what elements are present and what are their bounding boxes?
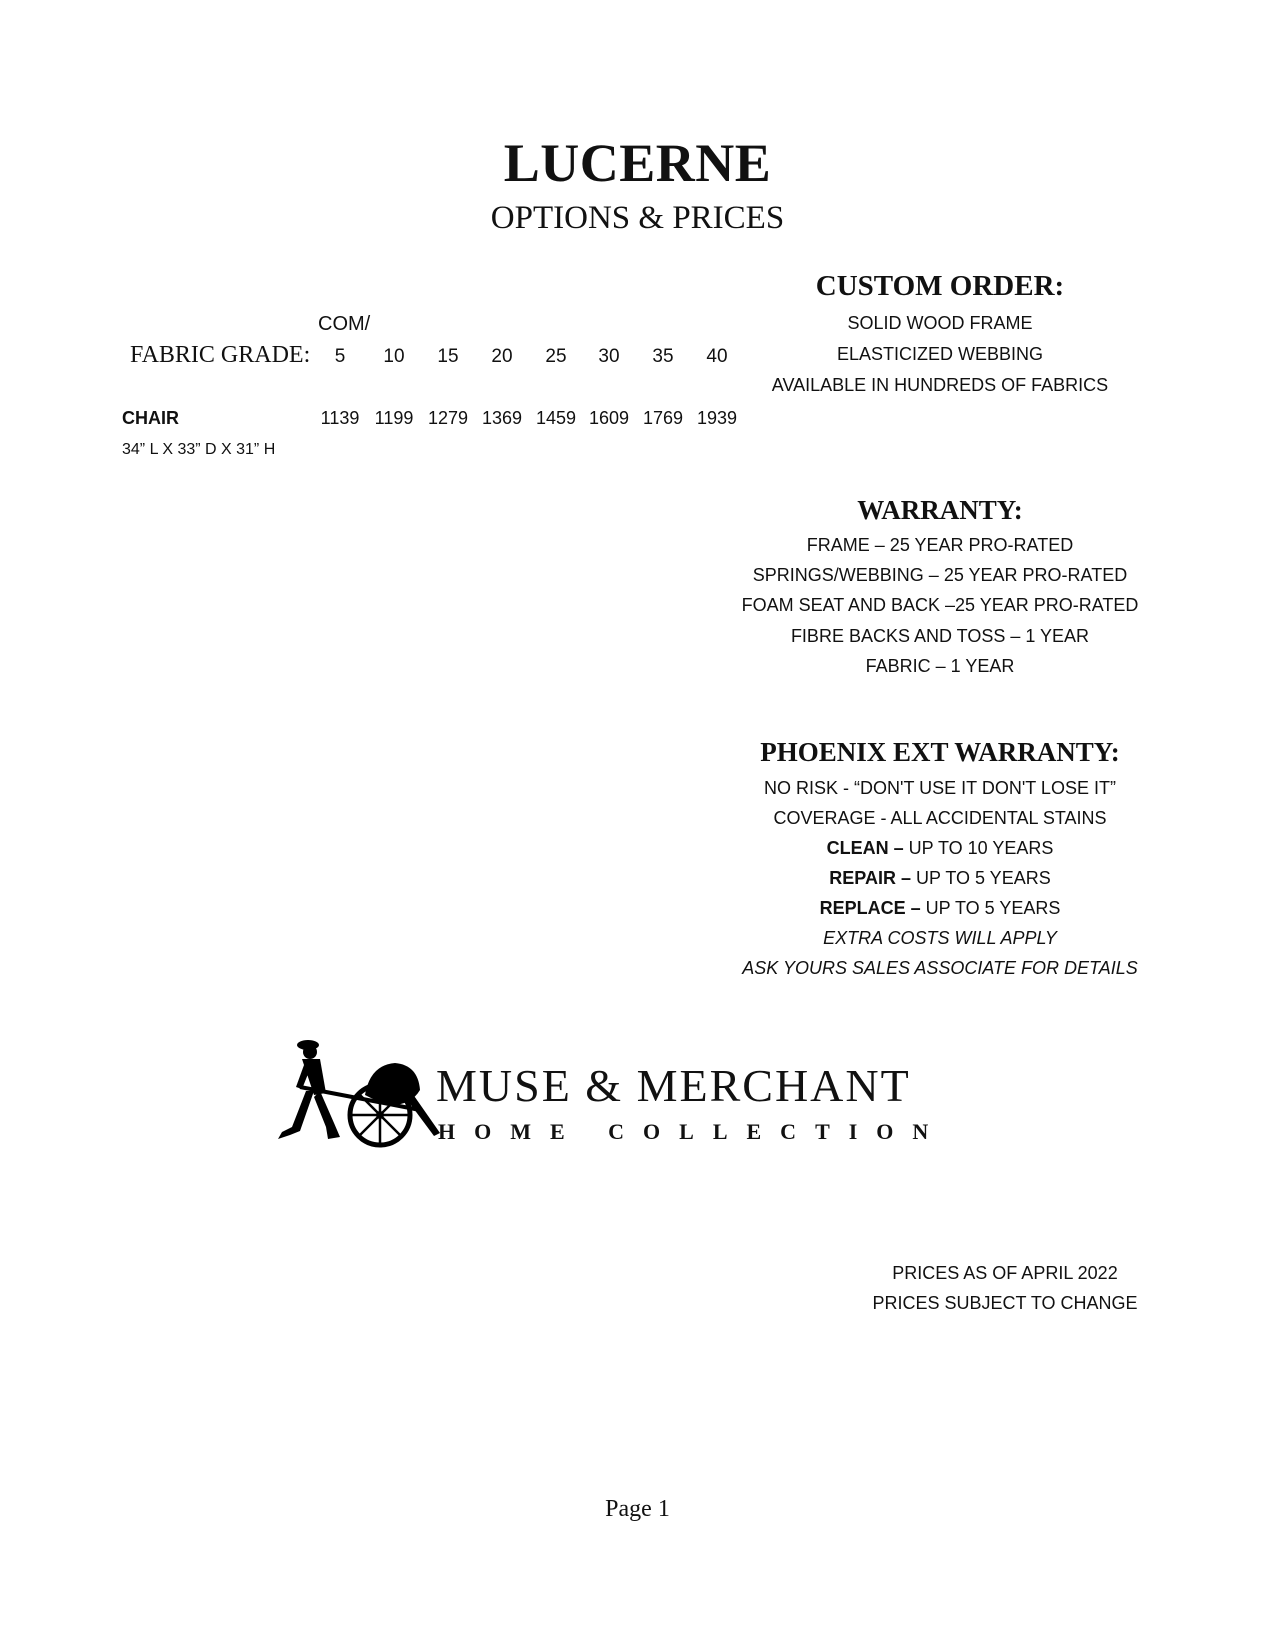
- phoenix-extra-costs: EXTRA COSTS WILL APPLY: [823, 928, 1057, 948]
- phoenix-clean-label: CLEAN –: [826, 838, 904, 858]
- grade-header: 25: [545, 346, 567, 367]
- phoenix-heading: PHOENIX EXT WARRANTY:: [760, 737, 1120, 767]
- warranty-line: FIBRE BACKS AND TOSS – 1 YEAR: [790, 626, 1090, 646]
- phoenix-clean: [735, 838, 1145, 859]
- phoenix-repair-value: UP TO 5 YEARS: [910, 868, 1051, 888]
- warranty-line: FABRIC – 1 YEAR: [865, 656, 1015, 676]
- chair-row-label: CHAIR: [122, 408, 179, 428]
- fabric-grade-label: FABRIC GRADE:: [130, 342, 311, 368]
- phoenix-replace-label: REPLACE –: [819, 898, 921, 918]
- custom-order-line: AVAILABLE IN HUNDREDS OF FABRICS: [771, 375, 1109, 395]
- chair-price: 1769: [642, 408, 684, 428]
- phoenix-repair: [735, 868, 1145, 889]
- document-title: LUCERNE: [503, 133, 772, 193]
- phoenix-replace-value: UP TO 5 YEARS: [920, 898, 1061, 918]
- warranty-line: FRAME – 25 YEAR PRO-RATED: [806, 535, 1074, 555]
- custom-order-line: SOLID WOOD FRAME: [847, 313, 1033, 333]
- chair-dimensions: 34” L X 33” D X 31” H: [122, 441, 276, 458]
- custom-order-line: ELASTICIZED WEBBING: [836, 344, 1044, 364]
- grade-header: 20: [491, 346, 513, 367]
- page-number: Page 1: [605, 1496, 670, 1522]
- warranty-heading: WARRANTY:: [857, 495, 1023, 525]
- man-with-cart-icon: [270, 1035, 440, 1150]
- grade-header: 5: [334, 346, 346, 367]
- phoenix-replace: [735, 898, 1145, 919]
- phoenix-repair-label: REPAIR –: [829, 868, 911, 888]
- grade-header: 40: [706, 346, 728, 367]
- grade-header: 35: [652, 346, 674, 367]
- com-label: COM/: [318, 313, 371, 335]
- grade-header: 30: [598, 346, 620, 367]
- prices-change-note: PRICES SUBJECT TO CHANGE: [872, 1293, 1138, 1313]
- logo-tagline: HOME COLLECTION: [438, 1119, 948, 1144]
- phoenix-no-risk: NO RISK - “DON'T USE IT DON'T LOSE IT”: [764, 778, 1116, 798]
- logo-name: MUSE & MERCHANT: [436, 1060, 911, 1111]
- warranty-line: SPRINGS/WEBBING – 25 YEAR PRO-RATED: [752, 565, 1128, 585]
- prices-date-note: PRICES AS OF APRIL 2022: [892, 1263, 1118, 1283]
- phoenix-ask-associate: ASK YOURS SALES ASSOCIATE FOR DETAILS: [742, 958, 1138, 978]
- chair-price: 1199: [374, 408, 414, 428]
- chair-price: 1609: [588, 408, 630, 428]
- chair-price: 1459: [535, 408, 577, 428]
- chair-price: 1939: [696, 408, 738, 428]
- chair-price: 1139: [320, 408, 360, 428]
- grade-header: 10: [383, 346, 405, 367]
- phoenix-coverage: COVERAGE - ALL ACCIDENTAL STAINS: [773, 808, 1107, 828]
- custom-order-heading: CUSTOM ORDER:: [815, 270, 1065, 302]
- chair-price: 1279: [427, 408, 469, 428]
- phoenix-clean-value: UP TO 10 YEARS: [903, 838, 1054, 858]
- grade-header: 15: [437, 346, 459, 367]
- chair-price: 1369: [481, 408, 523, 428]
- document-subtitle: OPTIONS & PRICES: [490, 200, 785, 236]
- muse-merchant-logo: [270, 1035, 970, 1175]
- warranty-line: FOAM SEAT AND BACK –25 YEAR PRO-RATED: [741, 595, 1139, 615]
